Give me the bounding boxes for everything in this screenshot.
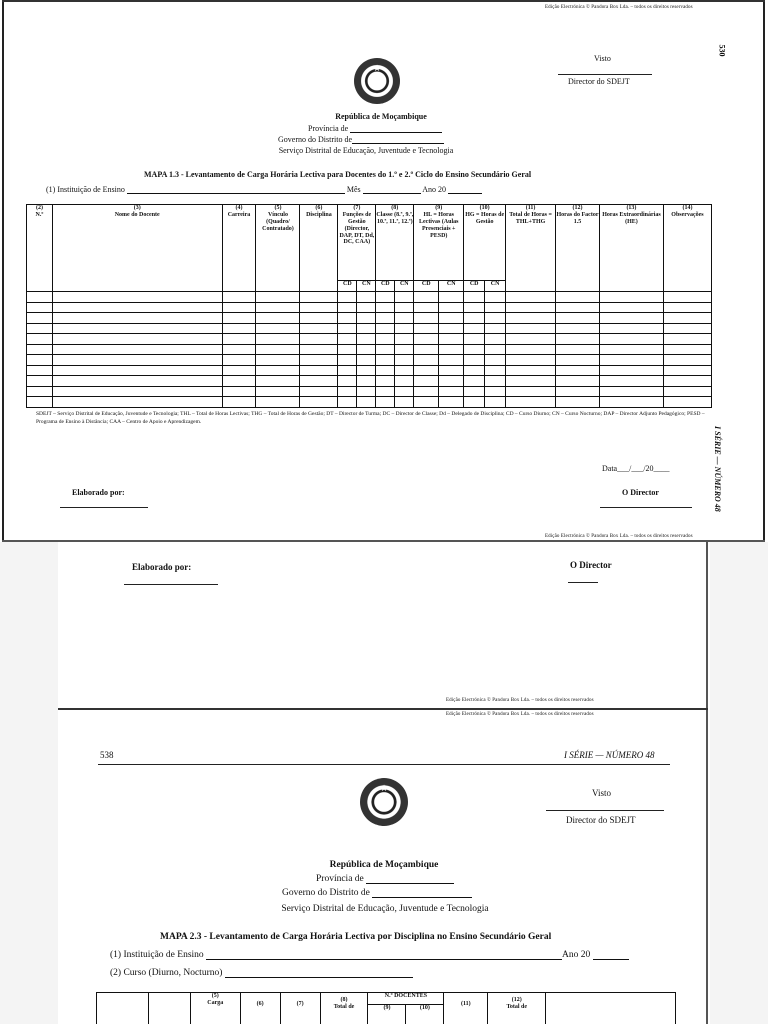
sub-cn: CN	[485, 281, 506, 292]
copyright-notice: Edição Electrónica © Pandora Box Lda. – todos os direitos reservados	[545, 5, 693, 10]
map-title: MAPA 1.3 - Levantamento de Carga Horária Lectiva para Docentes do 1.º e 2.º Ciclo do Ensino Secundário Geral	[144, 170, 532, 179]
col-horas-gestao: (10) HG = Horas de Gestão	[464, 205, 506, 281]
col-nome: (3) Nome do Docente	[52, 205, 222, 292]
copyright-notice: Edição Electrónica © Pandora Box Lda. – todos os direitos reservados	[446, 698, 594, 703]
visto-label: Visto	[594, 54, 611, 63]
table-row	[27, 376, 712, 387]
sub-cd: CD	[338, 281, 357, 292]
col-docentes: N.º DOCENTES	[368, 993, 444, 1005]
visto-label: Visto	[592, 788, 611, 798]
provincia-line: Província de	[316, 874, 454, 884]
col-classe: (8) Classe (8.ª, 9.ª, 10.ª, 11.ª, 12.ª)	[376, 205, 414, 281]
col-6: (6)	[240, 993, 280, 1024]
document-page-538	[0, 542, 768, 1024]
abbreviations-legend: SDEJT – Serviço Distrital de Educação, Juventude e Tecnologia; THL – Total de Horas Lectivas; THG – Total de Horas de Gestão; DT – Director de Turma; DC – Director de Classe; Dd – Delegado de Disciplina; CD – Curso Diurno; CN – Curso Nocturno; DAP – Director Adjunto Pedagógico; PESD – Programa de Ensino à Distância; CAA – Centro de Apoio e Aprendizagem.	[36, 411, 705, 426]
col-observacoes: (14) Observações	[663, 205, 711, 292]
col-12: (12) Total de	[488, 993, 546, 1024]
governo-line: Governo do Distrito de	[278, 134, 444, 144]
col-10: (10)	[406, 1005, 444, 1024]
discipline-table	[96, 992, 676, 1024]
elaborado-label: Elaborado por:	[132, 562, 192, 572]
table-row	[27, 302, 712, 313]
col-total: (8) Total de	[320, 993, 368, 1024]
table-row	[27, 292, 712, 303]
elaborado-label: Elaborado por:	[72, 488, 125, 497]
col-disciplina: (6) Disciplina	[300, 205, 338, 292]
curso-line: (2) Curso (Diurno, Nocturno)	[110, 968, 413, 978]
instituicao-line: (1) Instituição de Ensino Ano 20	[110, 950, 629, 960]
director-sdejt-label: Director do SDEJT	[568, 77, 630, 86]
republic-heading: República de Moçambique	[335, 112, 427, 121]
elaborado-signature-line	[60, 507, 148, 508]
mozambique-emblem-icon: ★	[360, 778, 408, 826]
table-row	[27, 365, 712, 376]
series-label: I SÉRIE — NÚMERO 48	[564, 750, 655, 760]
servico-line: Serviço Distrital de Educação, Juventude e Tecnologia	[281, 904, 489, 914]
table-row	[27, 386, 712, 397]
col-numero: (2) N.º	[27, 205, 53, 292]
table-row	[27, 344, 712, 355]
republic-heading: República de Moçambique	[329, 860, 439, 870]
document-page-530	[2, 0, 765, 542]
col-total-horas: (11) Total de Horas = THL+THG	[506, 205, 556, 292]
sub-cn: CN	[357, 281, 376, 292]
table-row	[27, 334, 712, 345]
col-extraordinarias: (13) Horas Extraordinárias (HE)	[599, 205, 663, 292]
header-rule	[98, 764, 670, 765]
mozambique-emblem-icon: ★	[354, 58, 400, 104]
table-row	[27, 323, 712, 334]
col-9: (9)	[368, 1005, 406, 1024]
director-signature-line	[568, 582, 598, 583]
sub-cd: CD	[414, 281, 439, 292]
page-separator	[58, 708, 708, 710]
sub-cn: CN	[439, 281, 464, 292]
director-label: O Director	[570, 560, 612, 570]
date-line: Data___/___/20____	[602, 464, 670, 473]
col-horas-lectivas: (9) HL = Horas Lectivas (Aulas Presenciais + PESD)	[414, 205, 464, 281]
sub-cd: CD	[376, 281, 395, 292]
table-row	[27, 355, 712, 366]
col-funcoes: (7) Funções de Gestão (Director, DAP, DT, Dd, DC, CAA)	[338, 205, 376, 281]
provincia-line: Província de	[308, 123, 442, 133]
elaborado-signature-line	[124, 584, 218, 585]
col-carga: (5) Carga	[190, 993, 240, 1024]
page-number: 538	[100, 750, 114, 760]
col-7: (7)	[280, 993, 320, 1024]
col-factor: (12) Horas do Factor 1.5	[556, 205, 600, 292]
map-title: MAPA 2.3 - Levantamento de Carga Horária Lectiva por Disciplina no Ensino Secundário Geral	[160, 932, 552, 942]
visto-signature-line	[558, 74, 652, 75]
director-signature-line	[600, 507, 692, 508]
table-row	[27, 313, 712, 324]
col-11: (11)	[444, 993, 488, 1024]
col-vinculo: (5) Vínculo (Quadro/ Contratado)	[256, 205, 300, 292]
servico-line: Serviço Distrital de Educação, Juventude e Tecnologia	[278, 146, 454, 155]
table-row	[27, 397, 712, 408]
copyright-notice: Edição Electrónica © Pandora Box Lda. – todos os direitos reservados	[446, 712, 594, 717]
visto-signature-line	[546, 810, 664, 811]
instituicao-line: (1) Instituição de Ensino Mês Ano 20	[46, 184, 482, 194]
sub-cd: CD	[464, 281, 485, 292]
director-sdejt-label: Director do SDEJT	[566, 815, 636, 825]
governo-line: Governo do Distrito de	[282, 888, 472, 898]
series-side-label: I SÉRIE — NÚMERO 48	[713, 426, 722, 512]
page-number: 530	[717, 44, 727, 57]
copyright-notice-bottom: Edição Electrónica © Pandora Box Lda. – todos os direitos reservados	[545, 534, 693, 539]
director-label: O Director	[622, 488, 659, 497]
sub-cn: CN	[395, 281, 414, 292]
col-carreira: (4) Carreira	[222, 205, 256, 292]
load-table	[26, 204, 712, 408]
